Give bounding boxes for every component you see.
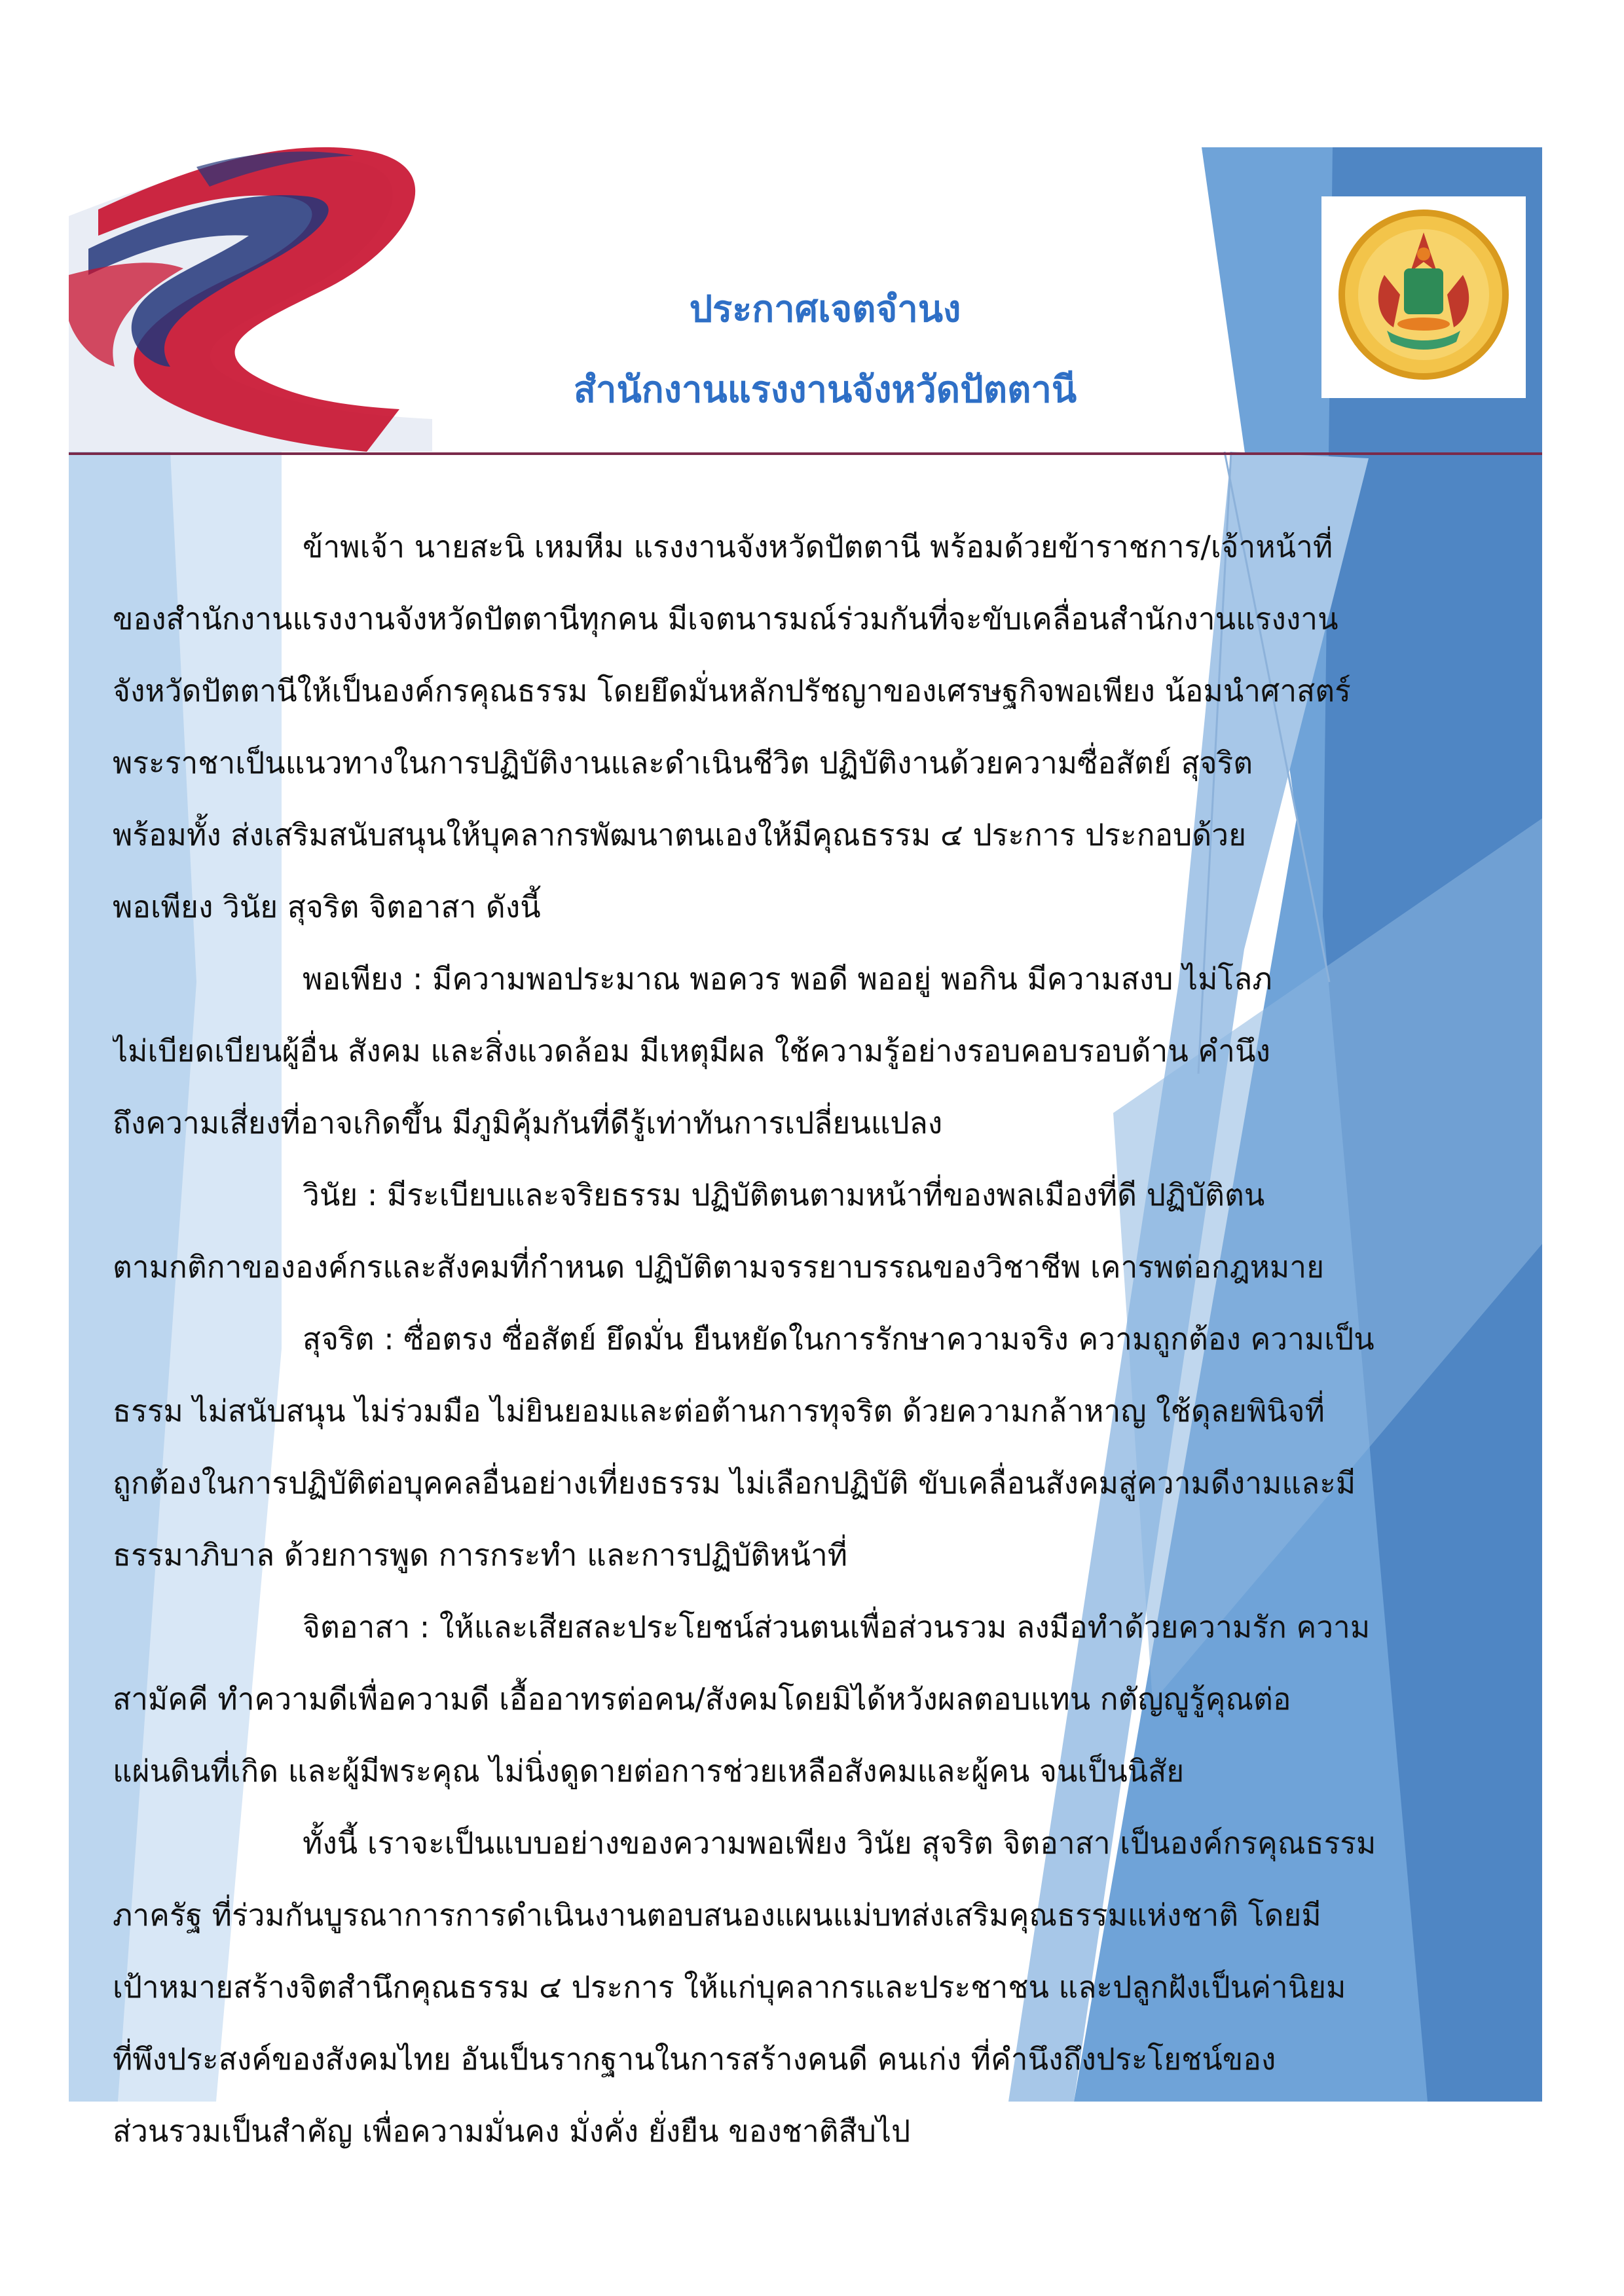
announcement-body bbox=[113, 511, 1507, 2167]
paragraph-line: แผ่นดินที่เกิด และผู้มีพระคุณ ไม่นิ่งดูดายต่อการช่วยเหลือสังคมและผู้คน จนเป็นนิสัย bbox=[113, 1753, 1185, 1789]
paragraph-line: พร้อมทั้ง ส่งเสริมสนับสนุนให้บุคลากรพัฒนาตนเองให้มีคุณธรรม ๔ ประการ ประกอบด้วย bbox=[113, 817, 1247, 852]
paragraph-line: ถูกต้องในการปฏิบัติต่อบุคคลอื่นอย่างเที่ยงธรรม ไม่เลือกปฏิบัติ ขับเคลื่อนสังคมสู่ความดีงามและมี bbox=[113, 1465, 1356, 1501]
title-line-1: ประกาศเจตจำนง bbox=[689, 288, 961, 331]
paragraph-line: พระราชาเป็นแนวทางในการปฏิบัติงานและดำเนินชีวิต ปฏิบัติงานด้วยความซื่อสัตย์ สุจริต bbox=[113, 745, 1253, 780]
paragraph-line: ไม่เบียดเบียนผู้อื่น สังคม และสิ่งแวดล้อม มีเหตุมีผล ใช้ความรู้อย่างรอบคอบรอบด้าน คำนึง bbox=[113, 1033, 1270, 1068]
ministry-seal bbox=[1321, 196, 1526, 398]
paragraph-line: ของสำนักงานแรงงานจังหวัดปัตตานีทุกคน มีเจตนารมณ์ร่วมกันที่จะขับเคลื่อนสำนักงานแรงงาน bbox=[113, 601, 1338, 636]
paragraph-line: สุจริต : ซื่อตรง ซื่อสัตย์ ยึดมั่น ยืนหยัดในการรักษาความจริง ความถูกต้อง ความเป็น bbox=[303, 1321, 1375, 1357]
paragraph-line: ถึงความเสี่ยงที่อาจเกิดขึ้น มีภูมิคุ้มกันที่ดีรู้เท่าทันการเปลี่ยนแปลง bbox=[113, 1105, 943, 1140]
paragraph-line: พอเพียง วินัย สุจริต จิตอาสา ดังนี้ bbox=[113, 889, 541, 924]
paragraph-line: ทั้งนี้ เราจะเป็นแบบอย่างของความพอเพียง วินัย สุจริต จิตอาสา เป็นองค์กรคุณธรรม bbox=[303, 1825, 1376, 1861]
ministry-of-labour-seal-icon bbox=[1321, 196, 1526, 398]
paragraph-line: ที่พึงประสงค์ของสังคมไทย อันเป็นรากฐานในการสร้างคนดี คนเก่ง ที่คำนึงถึงประโยชน์ของ bbox=[113, 2041, 1276, 2077]
paragraph-line: พอเพียง : มีความพอประมาณ พอควร พอดี พออยู่ พอกิน มีความสงบ ไม่โลภ bbox=[303, 961, 1272, 996]
paragraph-line: ภาครัฐ ที่ร่วมกันบูรณาการการดำเนินงานตอบสนองแผนแม่บทส่งเสริมคุณธรรมแห่งชาติ โดยมี bbox=[113, 1897, 1321, 1933]
paragraph-line: จิตอาสา : ให้และเสียสละประโยชน์ส่วนตนเพื่อส่วนรวม ลงมือทำด้วยความรัก ความ bbox=[303, 1609, 1371, 1645]
paragraph-line: ข้าพเจ้า นายสะนิ เหมหีม แรงงานจังหวัดปัตตานี พร้อมด้วยข้าราชการ/เจ้าหน้าที่ bbox=[303, 529, 1333, 564]
paragraph-line: ตามกติกาขององค์กรและสังคมที่กำหนด ปฏิบัติตามจรรยาบรรณของวิชาชีพ เคารพต่อกฎหมาย bbox=[113, 1249, 1325, 1285]
paragraph-line: จังหวัดปัตตานีให้เป็นองค์กรคุณธรรม โดยยึดมั่นหลักปรัชญาของเศรษฐกิจพอเพียง น้อมนำศาสตร์ bbox=[113, 673, 1351, 708]
paragraph-line: เป้าหมายสร้างจิตสำนึกคุณธรรม ๔ ประการ ให้แก่บุคลากรและประชาชน และปลูกฝังเป็นค่านิยม bbox=[113, 1969, 1346, 2005]
paragraph-line: ส่วนรวมเป็นสำคัญ เพื่อความมั่นคง มั่งคั่ง ยั่งยืน ของชาติสืบไป bbox=[113, 2113, 911, 2149]
paragraph-line: ธรรม ไม่สนับสนุน ไม่ร่วมมือ ไม่ยินยอมและต่อต้านการทุจริต ด้วยความกล้าหาญ ใช้ดุลยพินิจที่ bbox=[113, 1393, 1325, 1429]
paragraph-line: ธรรมาภิบาล ด้วยการพูด การกระทำ และการปฏิบัติหน้าที่ bbox=[113, 1537, 848, 1573]
paragraph-line: วินัย : มีระเบียบและจริยธรรม ปฏิบัติตนตามหน้าที่ของพลเมืองที่ดี ปฏิบัติตน bbox=[303, 1177, 1265, 1212]
paragraph-line: สามัคคี ทำความดีเพื่อความดี เอื้ออาทรต่อคน/สังคมโดยมิได้หวังผลตอบแทน กตัญญูรู้คุณต่อ bbox=[113, 1681, 1291, 1717]
title-line-2: สำนักงานแรงงานจังหวัดปัตตานี bbox=[573, 369, 1077, 411]
